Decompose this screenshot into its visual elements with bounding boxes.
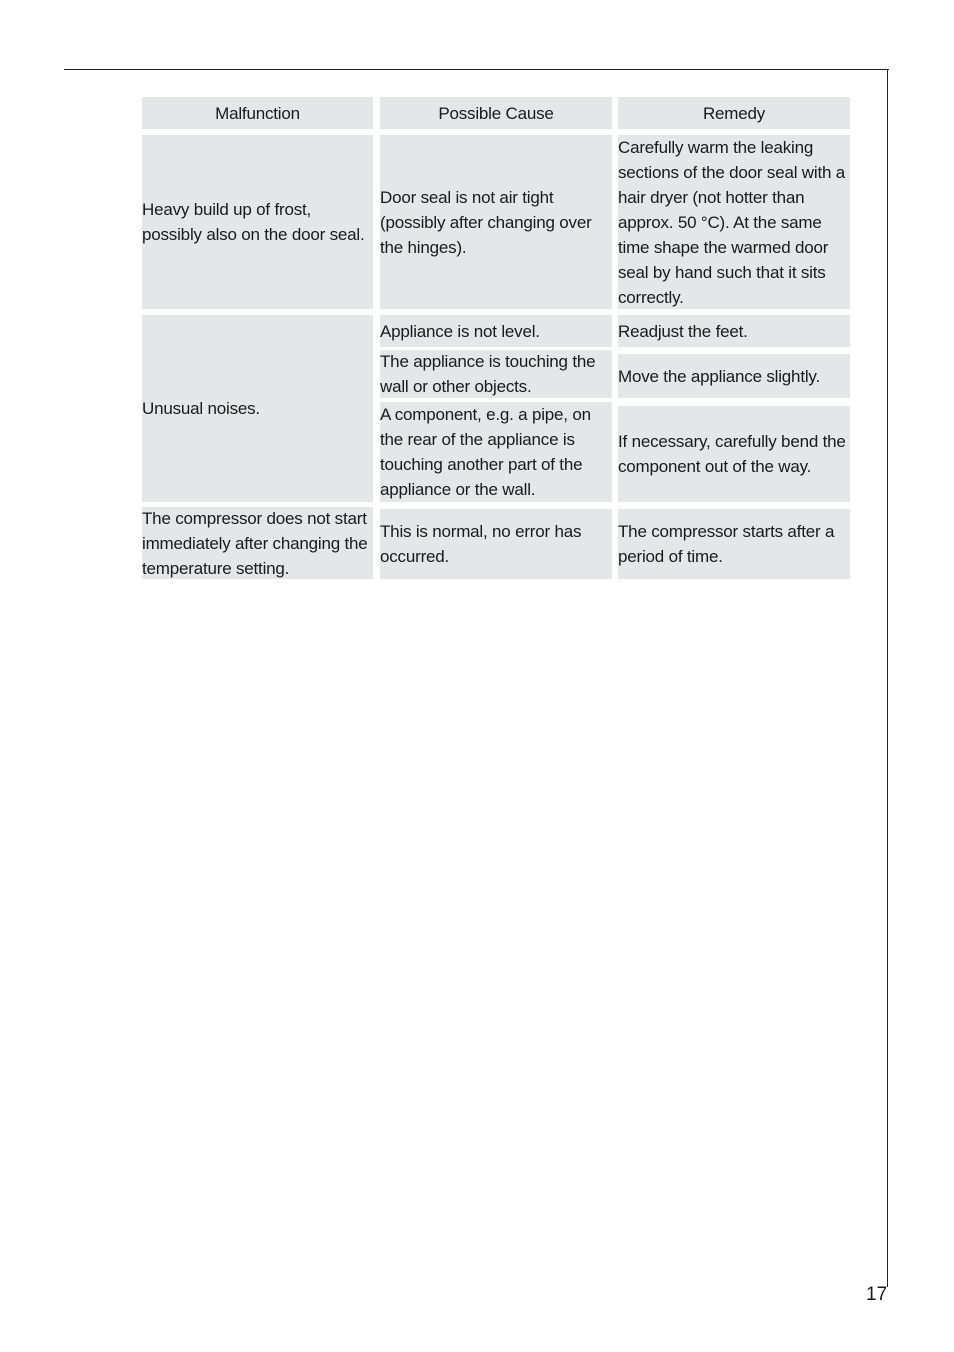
right-rule (887, 69, 888, 1287)
row-2c-cause: A component, e.g. a pipe, on the rear of the appliance is touching another part of the appliance or the wall. (380, 402, 612, 502)
row-1-malfunction: Heavy build up of frost, possibly also on the door seal. (142, 135, 373, 309)
row-3-malfunction: The compressor does not start immediately after changing the temperature setting. (142, 507, 373, 579)
header-remedy: Remedy (618, 97, 850, 129)
row-2c-remedy: If necessary, carefully bend the component out of the way. (618, 406, 850, 502)
page-number: 17 (866, 1284, 888, 1305)
row-2b-remedy: Move the appliance slightly. (618, 354, 850, 398)
row-2b-cause: The appliance is touching the wall or other objects. (380, 350, 612, 398)
header-malfunction: Malfunction (142, 97, 373, 129)
row-1-cause: Door seal is not air tight (possibly after changing over the hinges). (380, 135, 612, 309)
row-2a-remedy: Readjust the feet. (618, 315, 850, 347)
row-1-remedy: Carefully warm the leaking sections of the door seal with a hair dryer (not hotter than approx. 50 °C). At the same time shape the warmed door seal by hand such that it sits correctly. (618, 135, 850, 309)
row-2-malfunction: Unusual noises. (142, 315, 373, 502)
header-possible-cause: Possible Cause (380, 97, 612, 129)
row-3-cause: This is normal, no error has occurred. (380, 509, 612, 579)
top-rule (64, 69, 889, 70)
row-2a-cause: Appliance is not level. (380, 315, 612, 347)
row-3-remedy: The compressor starts after a period of time. (618, 509, 850, 579)
